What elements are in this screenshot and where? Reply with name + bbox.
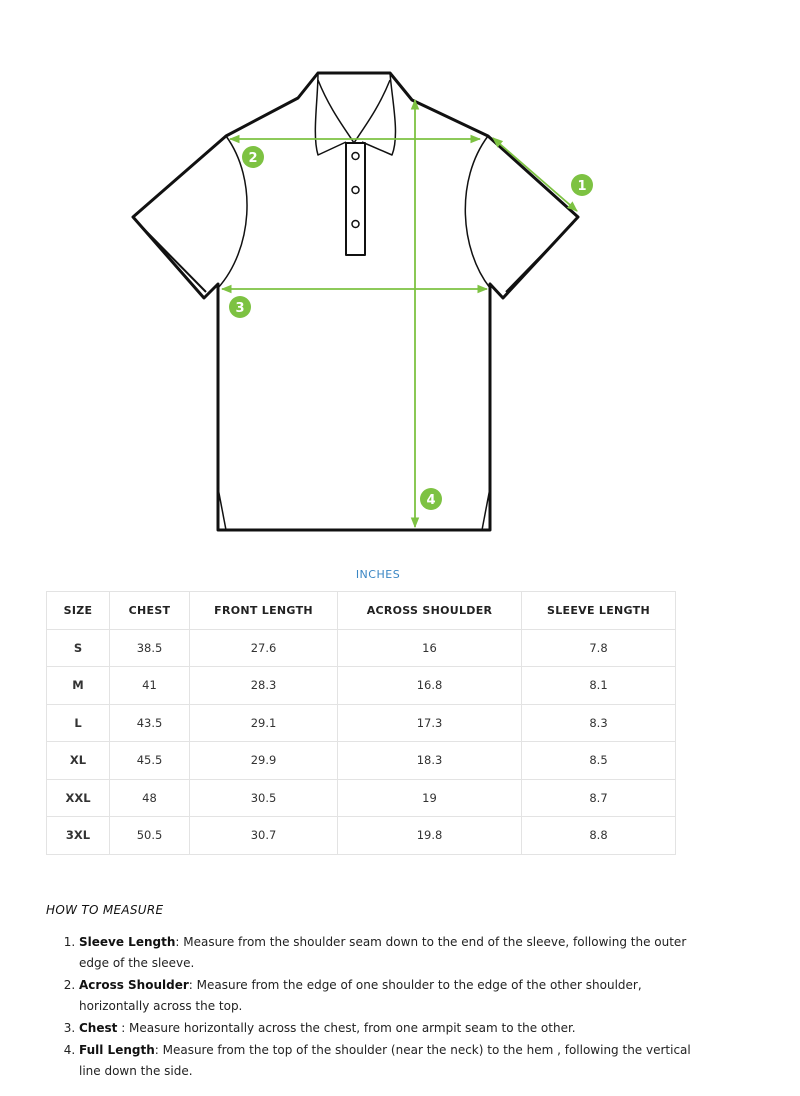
table-row [47,742,676,780]
step-full-length [79,1040,699,1082]
chest-cell: 38.5 [110,629,190,667]
step-sep: : [175,935,180,949]
across-shoulder-cell: 17.3 [338,704,522,742]
across-shoulder-cell: 19 [338,779,522,817]
table-row [47,667,676,705]
header-chest: CHEST [110,592,190,630]
chest-cell: 43.5 [110,704,190,742]
front-length-cell: 29.1 [190,704,338,742]
marker-label: 2 [248,151,258,166]
marker-1 [571,174,593,196]
table-row [47,817,676,855]
sleeve-length-cell: 8.7 [522,779,676,817]
marker-3 [229,296,251,318]
button-icon [352,187,359,194]
step-sep: : [188,978,193,992]
table-row [47,629,676,667]
chest-cell: 41 [110,667,190,705]
step-across-shoulder [79,975,699,1017]
table-header-row [47,592,676,630]
step-text: Measure from the edge of one shoulder to the edge of the other shoulder, horizontally across the top. [79,978,642,1013]
header-front-length: FRONT LENGTH [190,592,338,630]
step-chest [79,1018,699,1039]
units-label: INCHES [355,568,401,581]
size-cell: L [47,704,110,742]
size-chart-table [46,591,676,855]
marker-label: 1 [577,179,587,194]
step-term: Sleeve Length [79,935,176,949]
step-text: Measure from the shoulder seam down to the end of the sleeve, following the outer edge of the sleeve. [79,935,687,970]
chest-cell: 45.5 [110,742,190,780]
measurement-steps-list [46,932,699,1083]
header-sleeve-length: SLEEVE LENGTH [522,592,676,630]
front-length-cell: 28.3 [190,667,338,705]
marker-label: 3 [235,301,245,316]
header-across-shoulder: ACROSS SHOULDER [338,592,522,630]
step-term: Full Length [79,1043,155,1057]
chest-cell: 48 [110,779,190,817]
across-shoulder-cell: 16.8 [338,667,522,705]
sleeve-length-cell: 8.8 [522,817,676,855]
across-shoulder-cell: 19.8 [338,817,522,855]
how-to-measure-title: HOW TO MEASURE [46,903,164,917]
size-cell: XXL [47,779,110,817]
step-text: Measure from the top of the shoulder (near the neck) to the hem , following the vertical line down the side. [79,1043,691,1078]
marker-2 [242,146,264,168]
size-cell: XL [47,742,110,780]
across-shoulder-cell: 16 [338,629,522,667]
chest-cell: 50.5 [110,817,190,855]
front-length-cell: 30.5 [190,779,338,817]
front-length-cell: 30.7 [190,817,338,855]
step-text: Measure horizontally across the chest, from one armpit seam to the other. [125,1021,576,1035]
table-row [47,779,676,817]
button-icon [352,153,359,160]
header-size: SIZE [47,592,110,630]
button-icon [352,221,359,228]
sleeve-length-cell: 8.5 [522,742,676,780]
step-term: Chest [79,1021,118,1035]
sleeve-length-cell: 8.1 [522,667,676,705]
front-length-cell: 27.6 [190,629,338,667]
sleeve-length-cell: 8.3 [522,704,676,742]
polo-shirt-outline [133,73,578,530]
marker-label: 4 [426,493,436,508]
size-cell: 3XL [47,817,110,855]
size-cell: S [47,629,110,667]
front-length-cell: 29.9 [190,742,338,780]
sleeve-length-cell: 7.8 [522,629,676,667]
marker-4 [420,488,442,510]
step-term: Across Shoulder [79,978,189,992]
step-sleeve-length [79,932,699,974]
table-row [47,704,676,742]
size-cell: M [47,667,110,705]
step-sep: : [154,1043,159,1057]
across-shoulder-cell: 18.3 [338,742,522,780]
step-sep: : [117,1021,126,1035]
